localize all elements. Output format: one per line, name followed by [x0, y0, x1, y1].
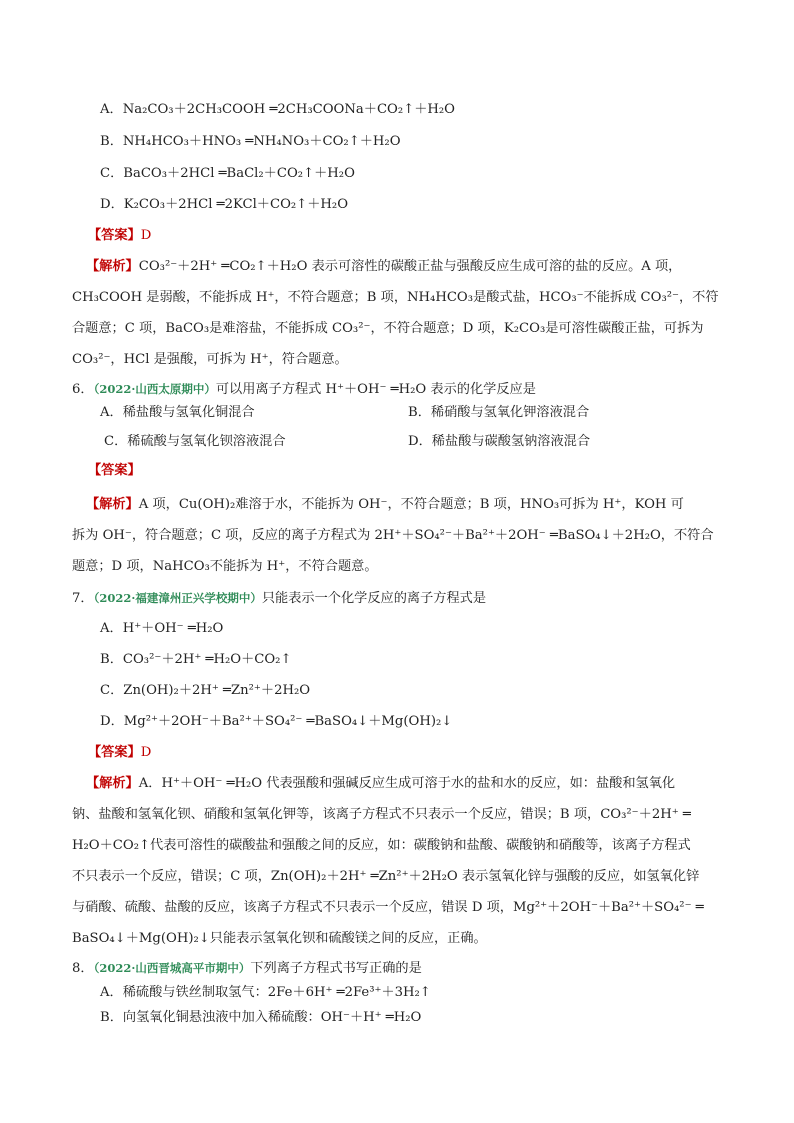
- analysis-text: A．H⁺＋OH⁻ ═H₂O 代表强酸和强碱反应生成可溶于水的盐和水的反应，如：盐酸和氢氧化: [138, 776, 676, 791]
- analysis-label: 【解析】: [86, 497, 139, 512]
- q7-analysis-line-3: H₂O＋CO₂↑代表可溶性的碳酸盐和强酸之间的反应，如：碳酸钠和盐酸、碳酸钠和硝酸等，该离子方程式: [72, 838, 691, 853]
- q6-analysis-line-3: 题意；D 项，NaHCO₃不能拆为 H⁺，不符合题意。: [72, 559, 378, 574]
- q5-analysis-line-1: [86, 259, 681, 275]
- question-stem: 可以用离子方程式 H⁺＋OH⁻ ═H₂O 表示的化学反应是: [215, 382, 536, 397]
- q7-analysis-line-1: [86, 776, 675, 792]
- question-source: （2022·山西太原期中）: [93, 382, 216, 396]
- q7-analysis-line-6: BaSO₄↓＋Mg(OH)₂↓只能表示氢氧化钡和硫酸镁之间的反应，正确。: [72, 931, 487, 946]
- q5-option-b: B．NH₄HCO₃＋HNO₃ ═NH₄NO₃＋CO₂↑＋H₂O: [100, 134, 401, 149]
- q7-answer: [88, 745, 151, 761]
- q6-analysis-line-2: 拆为 OH⁻，符合题意；C 项，反应的离子方程式为 2H⁺＋SO₄²⁻＋Ba²⁺＋2OH⁻ ═BaSO₄↓＋2H₂O，不符合: [72, 528, 714, 543]
- q7-analysis-line-2: 钠、盐酸和氢氧化钡、硝酸和氢氧化钾等，该离子方程式不只表示一个反应，错误；B 项，CO₃²⁻＋2H⁺ ═: [72, 807, 691, 822]
- q5-analysis-line-3: 合题意；C 项，BaCO₃是难溶盐，不能拆成 CO₃²⁻，不符合题意；D 项，K₂CO₃是可溶性碳酸正盐，可拆为: [72, 321, 704, 336]
- q5-answer: [88, 228, 151, 244]
- q7-option-d: D．Mg²⁺＋2OH⁻＋Ba²⁺＋SO₄²⁻ ═BaSO₄↓＋Mg(OH)₂↓: [100, 714, 453, 729]
- q5-analysis-line-2: CH₃COOH 是弱酸，不能拆成 H⁺，不符合题意；B 项，NH₄HCO₃是酸式盐，HCO₃⁻不能拆成 CO₃²⁻，不符: [72, 290, 719, 305]
- analysis-text: A 项，Cu(OH)₂难溶于水，不能拆为 OH⁻，不符合题意；B 项，HNO₃可拆为 H⁺，KOH 可: [138, 497, 684, 512]
- q8-option-a: A．稀硫酸与铁丝制取氢气：2Fe＋6H⁺ ═2Fe³⁺＋3H₂↑: [100, 985, 431, 1000]
- answer-label: 【答案】: [88, 745, 141, 760]
- q7-option-c: C．Zn(OH)₂＋2H⁺ ═Zn²⁺＋2H₂O: [100, 683, 311, 698]
- q5-option-a: A．Na₂CO₃＋2CH₃COOH ═2CH₃COONa＋CO₂↑＋H₂O: [100, 102, 455, 117]
- question-source: （2022·山西晋城高平市期中）: [93, 961, 251, 975]
- q6-stem-line: [72, 381, 536, 398]
- question-stem: 只能表示一个化学反应的离子方程式是: [261, 591, 487, 606]
- question-number: 8．: [72, 961, 94, 976]
- q6-option-d: D．稀盐酸与碳酸氢钠溶液混合: [408, 434, 591, 449]
- answer-label: 【答案】: [88, 228, 141, 243]
- question-number: 7．: [72, 591, 94, 606]
- q7-option-b: B．CO₃²⁻＋2H⁺ ═H₂O＋CO₂↑: [100, 652, 292, 667]
- q7-option-a: A．H⁺＋OH⁻ ═H₂O: [100, 621, 224, 636]
- q7-analysis-line-5: 与硝酸、硫酸、盐酸的反应，该离子方程式不只表示一个反应，错误 D 项，Mg²⁺＋2OH⁻＋Ba²⁺＋SO₄²⁻ ═: [72, 900, 704, 915]
- q5-option-c: C．BaCO₃＋2HCl ═BaCl₂＋CO₂↑＋H₂O: [100, 166, 355, 181]
- q5-option-d: D．K₂CO₃＋2HCl ═2KCl＋CO₂↑＋H₂O: [100, 197, 349, 212]
- question-source: （2022·福建漳州正兴学校期中）: [93, 591, 262, 605]
- q7-stem-line: [72, 590, 486, 607]
- q6-option-a: A．稀盐酸与氢氧化铜混合: [100, 405, 255, 420]
- question-number: 6．: [72, 382, 94, 397]
- answer-value: D: [140, 228, 152, 243]
- question-stem: 下列离子方程式书写正确的是: [250, 961, 422, 976]
- analysis-label: 【解析】: [86, 776, 139, 791]
- q6-option-b: B．稀硝酸与氢氧化钾溶液混合: [408, 405, 590, 420]
- q6-answer: [88, 463, 141, 479]
- q7-analysis-line-4: 不只表示一个反应，错误；C 项，Zn(OH)₂＋2H⁺ ═Zn²⁺＋2H₂O 表示氢氧化锌与强酸的反应，如氢氧化锌: [72, 869, 700, 884]
- analysis-text: CO₃²⁻＋2H⁺ ═CO₂↑＋H₂O 表示可溶性的碳酸正盐与强酸反应生成可溶的盐的反应。A 项，: [138, 259, 682, 274]
- answer-label: 【答案】: [88, 463, 141, 478]
- answer-value: D: [140, 745, 152, 760]
- q6-analysis-line-1: [86, 497, 684, 513]
- analysis-label: 【解析】: [86, 259, 139, 274]
- q8-option-b: B．向氢氧化铜悬浊液中加入稀硫酸：OH⁻＋H⁺ ═H₂O: [100, 1010, 422, 1025]
- q8-stem-line: [72, 960, 422, 977]
- q5-analysis-line-4: CO₃²⁻，HCl 是强酸，可拆为 H⁺，符合题意。: [72, 352, 348, 367]
- q6-option-c: C．稀硫酸与氢氧化钡溶液混合: [104, 434, 286, 449]
